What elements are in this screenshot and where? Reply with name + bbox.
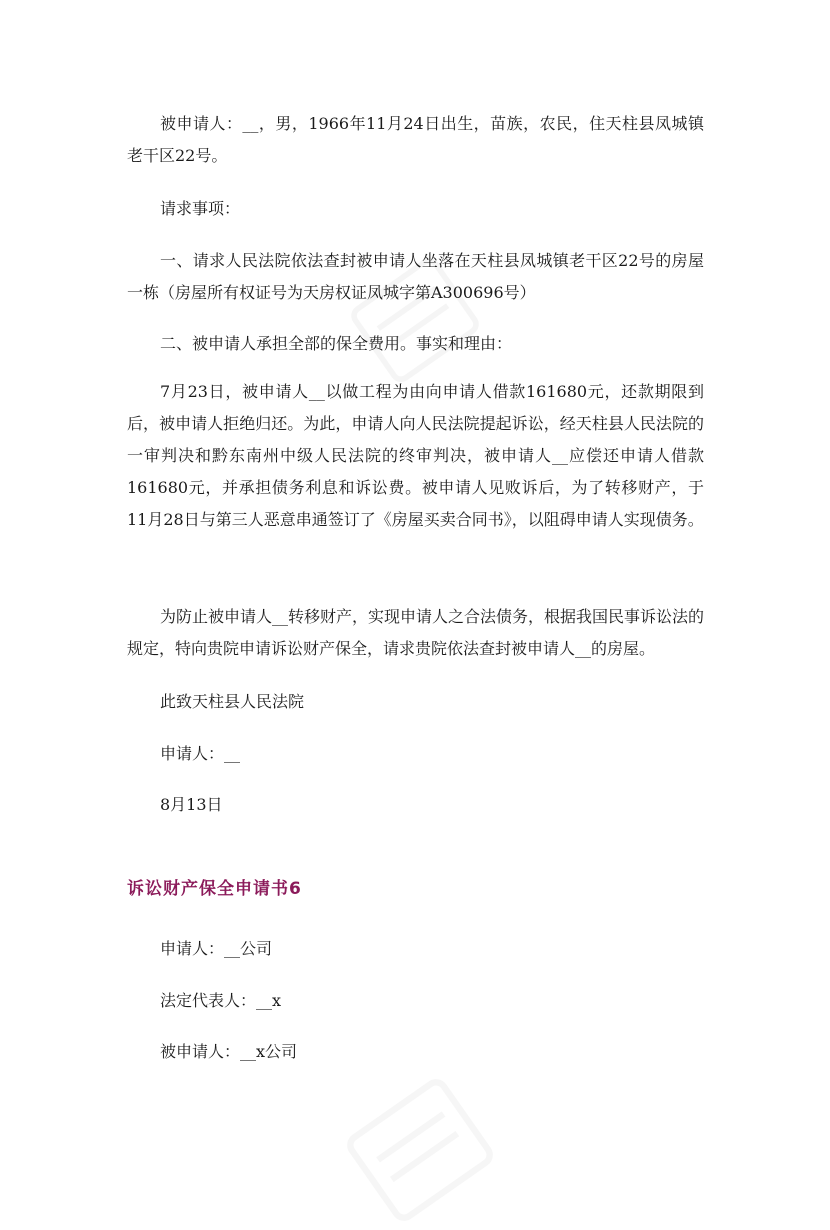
facts-paragraph: 7月23日，被申请人__以做工程为由向申请人借款161680元，还款期限到后，被申请人拒绝归还。为此，申请人向人民法院提起诉讼，经天柱县人民法院的一审判决和黔东南州中级人民法院的终审判决，被申请人__应偿还申请人借款161680元，并承担债务利息和诉讼费。被申请人见败诉后，为了转移财产，于11月28日与第三人恶意串通签订了《房屋买卖合同书》，以阻碍申请人实现债务。 bbox=[127, 382, 704, 529]
reason-paragraph: 为防止被申请人__转移财产，实现申请人之合法债务，根据我国民事诉讼法的规定，特向贵院申请诉讼财产保全，请求贵院依法查封被申请人__的房屋。 bbox=[127, 607, 705, 658]
document-date: 8月13日 bbox=[160, 795, 223, 814]
request-title: 请求事项： bbox=[160, 199, 241, 218]
request-item-2: 二、被申请人承担全部的保全费用。事实和理由： bbox=[160, 334, 513, 353]
section6-respondent: 被申请人：__x公司 bbox=[160, 1042, 298, 1061]
section6-applicant: 申请人：__公司 bbox=[160, 939, 273, 958]
to-court: 此致天柱县人民法院 bbox=[160, 692, 305, 711]
watermark-icon bbox=[340, 1070, 500, 1230]
request-item-1: 一、请求人民法院依法查封被申请人坐落在天柱县凤城镇老干区22号的房屋一栋（房屋所有权证号为天房权证凤城字第A300696号） bbox=[127, 251, 704, 302]
respondent-info: 被申请人：__，男，1966年11月24日出生，苗族，农民，住天柱县凤城镇老干区22号。 bbox=[127, 114, 704, 165]
applicant-signature: 申请人：__ bbox=[160, 744, 241, 763]
section-heading: 诉讼财产保全申请书6 bbox=[127, 879, 302, 899]
section6-legal-rep: 法定代表人：__x bbox=[160, 991, 282, 1010]
